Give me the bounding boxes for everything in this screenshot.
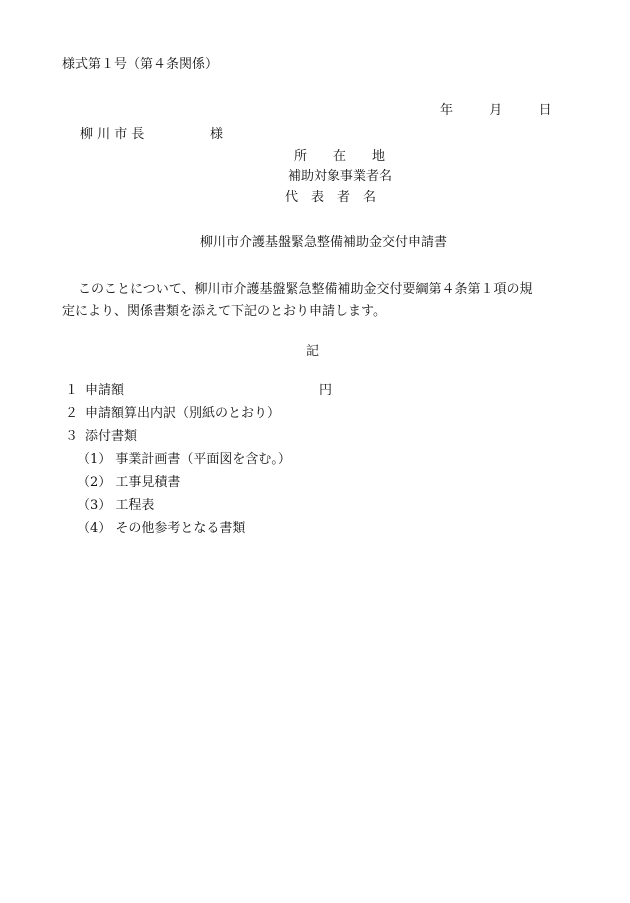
addressee-honorific: 様 [210,127,224,142]
body-line-1: このことについて、柳川市介護基盤緊急整備補助金交付要綱第４条第１項の規 [78,282,533,297]
representative-label: 代 表 者 名 [285,190,377,205]
attachment-item: （1） 事業計画書（平面図を含む。） [77,452,291,467]
address-label: 所 在 地 [294,149,386,164]
item-3-label: 添付書類 [85,429,138,444]
date-line [440,104,552,117]
item-2-number: ２ [65,406,79,421]
item-1-label: 申請額 [85,383,125,398]
body-line-2: 定により、関係書類を添えて下記のとおり申請します。 [62,304,386,319]
item-3-number: ３ [65,429,79,444]
item-1-unit: 円 [319,383,333,398]
business-name-label: 補助対象事業者名 [288,169,393,184]
form-number: 様式第１号（第４条関係） [62,57,219,72]
attachment-item: （3） 工程表 [77,498,155,513]
attachment-item: （2） 工事見積書 [77,475,181,490]
addressee-name: 柳 川 市 長 [80,127,145,142]
item-2-label: 申請額算出内訳（別紙のとおり） [85,406,281,421]
date-day: 日 [538,103,552,118]
date-month: 月 [489,103,503,118]
document-title: 柳川市介護基盤緊急整備補助金交付申請書 [200,235,448,250]
attachment-item: （4） その他参考となる書類 [77,521,246,536]
item-1-number: １ [65,383,79,398]
ki-heading: 記 [306,344,320,359]
date-year: 年 [440,103,454,118]
